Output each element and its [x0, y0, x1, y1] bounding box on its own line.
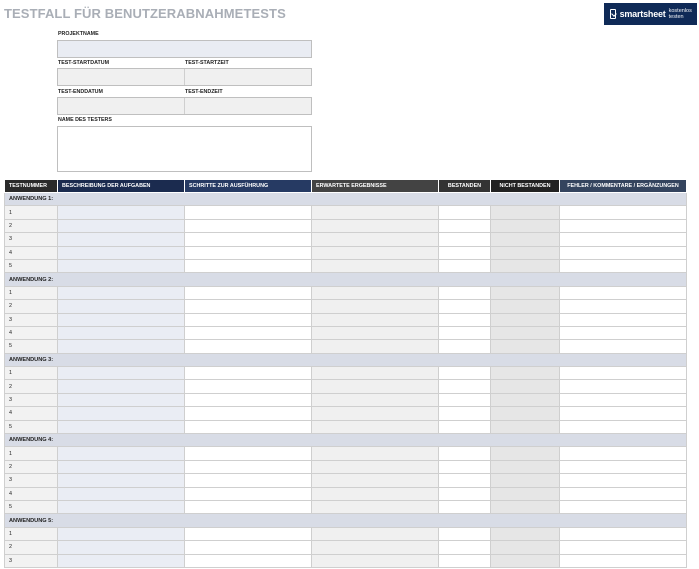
- steps-cell[interactable]: [185, 487, 312, 500]
- test-number-cell: 1: [5, 286, 58, 299]
- failed-cell[interactable]: [491, 300, 560, 313]
- table-row: [5, 340, 687, 353]
- test-number-cell: 3: [5, 233, 58, 246]
- test-number-cell: 2: [5, 380, 58, 393]
- table-row: [5, 219, 687, 232]
- test-number-cell: 4: [5, 487, 58, 500]
- passed-cell[interactable]: [439, 487, 491, 500]
- comments-cell[interactable]: [560, 527, 687, 540]
- table-row: [5, 527, 687, 540]
- steps-cell[interactable]: [185, 541, 312, 554]
- passed-cell[interactable]: [439, 460, 491, 473]
- passed-cell[interactable]: [439, 340, 491, 353]
- expected-result-cell[interactable]: [312, 500, 439, 513]
- failed-cell[interactable]: [491, 527, 560, 540]
- steps-cell[interactable]: [185, 206, 312, 219]
- task-description-cell[interactable]: [58, 474, 185, 487]
- end-date-label: TEST-ENDDATUM: [58, 89, 103, 95]
- col-header-passed: BESTANDEN: [439, 180, 491, 193]
- comments-cell[interactable]: [560, 407, 687, 420]
- smartsheet-logo-icon: [610, 9, 616, 19]
- table-row: [5, 300, 687, 313]
- passed-cell[interactable]: [439, 367, 491, 380]
- test-number-cell: 1: [5, 367, 58, 380]
- project-name-label: PROJEKTNAME: [58, 31, 99, 37]
- page-title: TESTFALL FÜR BENUTZERABNAHMETESTS: [4, 6, 286, 21]
- col-header-failed: NICHT BESTANDEN: [491, 180, 560, 193]
- field-divider: [184, 69, 185, 85]
- steps-cell[interactable]: [185, 447, 312, 460]
- comments-cell[interactable]: [560, 326, 687, 339]
- test-number-cell: 3: [5, 474, 58, 487]
- comments-cell[interactable]: [560, 313, 687, 326]
- task-description-cell[interactable]: [58, 527, 185, 540]
- steps-cell[interactable]: [185, 259, 312, 272]
- comments-cell[interactable]: [560, 286, 687, 299]
- test-number-cell: 2: [5, 541, 58, 554]
- application-group-label: ANWENDUNG 5:: [5, 514, 687, 527]
- test-number-cell: 4: [5, 407, 58, 420]
- table-row: [5, 393, 687, 406]
- steps-cell[interactable]: [185, 246, 312, 259]
- passed-cell[interactable]: [439, 527, 491, 540]
- passed-cell[interactable]: [439, 286, 491, 299]
- passed-cell[interactable]: [439, 259, 491, 272]
- steps-cell[interactable]: [185, 367, 312, 380]
- task-description-cell[interactable]: [58, 420, 185, 433]
- table-row: [5, 313, 687, 326]
- comments-cell[interactable]: [560, 259, 687, 272]
- failed-cell[interactable]: [491, 367, 560, 380]
- steps-cell[interactable]: [185, 500, 312, 513]
- test-number-cell: 2: [5, 219, 58, 232]
- expected-result-cell[interactable]: [312, 219, 439, 232]
- test-number-cell: 2: [5, 460, 58, 473]
- passed-cell[interactable]: [439, 206, 491, 219]
- table-row: [5, 474, 687, 487]
- table-row: [5, 206, 687, 219]
- expected-result-cell[interactable]: [312, 541, 439, 554]
- expected-result-cell[interactable]: [312, 246, 439, 259]
- task-description-cell[interactable]: [58, 233, 185, 246]
- task-description-cell[interactable]: [58, 500, 185, 513]
- failed-cell[interactable]: [491, 487, 560, 500]
- expected-result-cell[interactable]: [312, 380, 439, 393]
- test-number-cell: 3: [5, 313, 58, 326]
- failed-cell[interactable]: [491, 393, 560, 406]
- task-description-cell[interactable]: [58, 246, 185, 259]
- comments-cell[interactable]: [560, 219, 687, 232]
- application-group-row: [5, 193, 687, 206]
- passed-cell[interactable]: [439, 393, 491, 406]
- comments-cell[interactable]: [560, 474, 687, 487]
- failed-cell[interactable]: [491, 380, 560, 393]
- table-row: [5, 286, 687, 299]
- application-group-label: ANWENDUNG 1:: [5, 193, 687, 206]
- steps-cell[interactable]: [185, 219, 312, 232]
- task-description-cell[interactable]: [58, 487, 185, 500]
- task-description-cell[interactable]: [58, 313, 185, 326]
- application-group-label: ANWENDUNG 4:: [5, 434, 687, 447]
- failed-cell[interactable]: [491, 233, 560, 246]
- failed-cell[interactable]: [491, 259, 560, 272]
- steps-cell[interactable]: [185, 300, 312, 313]
- comments-cell[interactable]: [560, 393, 687, 406]
- comments-cell[interactable]: [560, 367, 687, 380]
- steps-cell[interactable]: [185, 326, 312, 339]
- task-description-cell[interactable]: [58, 393, 185, 406]
- steps-cell[interactable]: [185, 474, 312, 487]
- expected-result-cell[interactable]: [312, 259, 439, 272]
- table-row: [5, 554, 687, 567]
- expected-result-cell[interactable]: [312, 300, 439, 313]
- col-header-comments: FEHLER / KOMMENTARE / ERGÄNZUNGEN: [560, 180, 687, 193]
- passed-cell[interactable]: [439, 233, 491, 246]
- passed-cell[interactable]: [439, 219, 491, 232]
- steps-cell[interactable]: [185, 313, 312, 326]
- test-number-cell: 5: [5, 420, 58, 433]
- failed-cell[interactable]: [491, 407, 560, 420]
- steps-cell[interactable]: [185, 286, 312, 299]
- end-date-time-fields[interactable]: [57, 97, 312, 115]
- failed-cell[interactable]: [491, 474, 560, 487]
- start-date-label: TEST-STARTDATUM: [58, 60, 109, 66]
- expected-result-cell[interactable]: [312, 527, 439, 540]
- table-row: [5, 500, 687, 513]
- expected-result-cell[interactable]: [312, 340, 439, 353]
- table-row: [5, 233, 687, 246]
- test-number-cell: 5: [5, 500, 58, 513]
- application-group-row: [5, 514, 687, 527]
- expected-result-cell[interactable]: [312, 460, 439, 473]
- failed-cell[interactable]: [491, 460, 560, 473]
- test-number-cell: 4: [5, 326, 58, 339]
- passed-cell[interactable]: [439, 474, 491, 487]
- failed-cell[interactable]: [491, 554, 560, 567]
- start-date-time-fields[interactable]: [57, 68, 312, 86]
- application-group-label: ANWENDUNG 3:: [5, 353, 687, 366]
- failed-cell[interactable]: [491, 541, 560, 554]
- task-description-cell[interactable]: [58, 460, 185, 473]
- passed-cell[interactable]: [439, 420, 491, 433]
- test-number-cell: 4: [5, 246, 58, 259]
- failed-cell[interactable]: [491, 313, 560, 326]
- col-header-steps: SCHRITTE ZUR AUSFÜHRUNG: [185, 180, 312, 193]
- test-number-cell: 1: [5, 447, 58, 460]
- passed-cell[interactable]: [439, 554, 491, 567]
- expected-result-cell[interactable]: [312, 286, 439, 299]
- table-row: [5, 367, 687, 380]
- table-row: [5, 420, 687, 433]
- comments-cell[interactable]: [560, 206, 687, 219]
- task-description-cell[interactable]: [58, 340, 185, 353]
- passed-cell[interactable]: [439, 380, 491, 393]
- expected-result-cell[interactable]: [312, 206, 439, 219]
- table-row: [5, 487, 687, 500]
- test-case-table: [4, 179, 687, 568]
- expected-result-cell[interactable]: [312, 407, 439, 420]
- table-row: [5, 380, 687, 393]
- task-description-cell[interactable]: [58, 300, 185, 313]
- table-header-row: [5, 180, 687, 193]
- task-description-cell[interactable]: [58, 447, 185, 460]
- brand-cta: kostenlos testen: [668, 8, 692, 20]
- table-row: [5, 326, 687, 339]
- expected-result-cell[interactable]: [312, 393, 439, 406]
- passed-cell[interactable]: [439, 246, 491, 259]
- steps-cell[interactable]: [185, 554, 312, 567]
- test-number-cell: 3: [5, 393, 58, 406]
- table-body: [5, 193, 687, 568]
- failed-cell[interactable]: [491, 326, 560, 339]
- passed-cell[interactable]: [439, 500, 491, 513]
- failed-cell[interactable]: [491, 420, 560, 433]
- expected-result-cell[interactable]: [312, 554, 439, 567]
- comments-cell[interactable]: [560, 460, 687, 473]
- steps-cell[interactable]: [185, 393, 312, 406]
- brand-name: smartsheet: [619, 9, 666, 19]
- task-description-cell[interactable]: [58, 554, 185, 567]
- table-row: [5, 259, 687, 272]
- application-group-row: [5, 353, 687, 366]
- comments-cell[interactable]: [560, 500, 687, 513]
- task-description-cell[interactable]: [58, 380, 185, 393]
- task-description-cell[interactable]: [58, 219, 185, 232]
- expected-result-cell[interactable]: [312, 326, 439, 339]
- comments-cell[interactable]: [560, 340, 687, 353]
- col-header-test-number: TESTNUMMER: [5, 180, 58, 193]
- test-number-cell: 2: [5, 300, 58, 313]
- task-description-cell[interactable]: [58, 367, 185, 380]
- end-time-label: TEST-ENDZEIT: [185, 89, 223, 95]
- comments-cell[interactable]: [560, 233, 687, 246]
- table-row: [5, 460, 687, 473]
- table-row: [5, 541, 687, 554]
- comments-cell[interactable]: [560, 380, 687, 393]
- project-name-field[interactable]: [57, 40, 312, 58]
- expected-result-cell[interactable]: [312, 447, 439, 460]
- expected-result-cell[interactable]: [312, 487, 439, 500]
- failed-cell[interactable]: [491, 206, 560, 219]
- test-number-cell: 1: [5, 527, 58, 540]
- expected-result-cell[interactable]: [312, 367, 439, 380]
- comments-cell[interactable]: [560, 554, 687, 567]
- failed-cell[interactable]: [491, 500, 560, 513]
- steps-cell[interactable]: [185, 380, 312, 393]
- steps-cell[interactable]: [185, 233, 312, 246]
- comments-cell[interactable]: [560, 420, 687, 433]
- failed-cell[interactable]: [491, 219, 560, 232]
- failed-cell[interactable]: [491, 286, 560, 299]
- task-description-cell[interactable]: [58, 259, 185, 272]
- comments-cell[interactable]: [560, 541, 687, 554]
- passed-cell[interactable]: [439, 326, 491, 339]
- comments-cell[interactable]: [560, 246, 687, 259]
- application-group-label: ANWENDUNG 2:: [5, 273, 687, 286]
- col-header-task-description: BESCHREIBUNG DER AUFGABEN: [58, 180, 185, 193]
- table-row: [5, 447, 687, 460]
- steps-cell[interactable]: [185, 527, 312, 540]
- comments-cell[interactable]: [560, 300, 687, 313]
- task-description-cell[interactable]: [58, 541, 185, 554]
- test-number-cell: 1: [5, 206, 58, 219]
- smartsheet-trial-badge[interactable]: [604, 3, 697, 25]
- expected-result-cell[interactable]: [312, 420, 439, 433]
- passed-cell[interactable]: [439, 541, 491, 554]
- steps-cell[interactable]: [185, 460, 312, 473]
- col-header-expected-results: ERWARTETE ERGEBNISSE: [312, 180, 439, 193]
- test-number-cell: 3: [5, 554, 58, 567]
- table-row: [5, 246, 687, 259]
- tester-name-label: NAME DES TESTERS: [58, 117, 112, 123]
- test-number-cell: 5: [5, 340, 58, 353]
- passed-cell[interactable]: [439, 313, 491, 326]
- task-description-cell[interactable]: [58, 286, 185, 299]
- table-row: [5, 407, 687, 420]
- task-description-cell[interactable]: [58, 407, 185, 420]
- steps-cell[interactable]: [185, 420, 312, 433]
- application-group-row: [5, 273, 687, 286]
- comments-cell[interactable]: [560, 487, 687, 500]
- start-time-label: TEST-STARTZEIT: [185, 60, 229, 66]
- failed-cell[interactable]: [491, 246, 560, 259]
- test-number-cell: 5: [5, 259, 58, 272]
- task-description-cell[interactable]: [58, 206, 185, 219]
- expected-result-cell[interactable]: [312, 474, 439, 487]
- steps-cell[interactable]: [185, 340, 312, 353]
- passed-cell[interactable]: [439, 407, 491, 420]
- task-description-cell[interactable]: [58, 326, 185, 339]
- passed-cell[interactable]: [439, 300, 491, 313]
- passed-cell[interactable]: [439, 447, 491, 460]
- steps-cell[interactable]: [185, 407, 312, 420]
- tester-name-field[interactable]: [57, 126, 312, 172]
- expected-result-cell[interactable]: [312, 233, 439, 246]
- comments-cell[interactable]: [560, 447, 687, 460]
- field-divider: [184, 98, 185, 114]
- failed-cell[interactable]: [491, 447, 560, 460]
- application-group-row: [5, 434, 687, 447]
- failed-cell[interactable]: [491, 340, 560, 353]
- expected-result-cell[interactable]: [312, 313, 439, 326]
